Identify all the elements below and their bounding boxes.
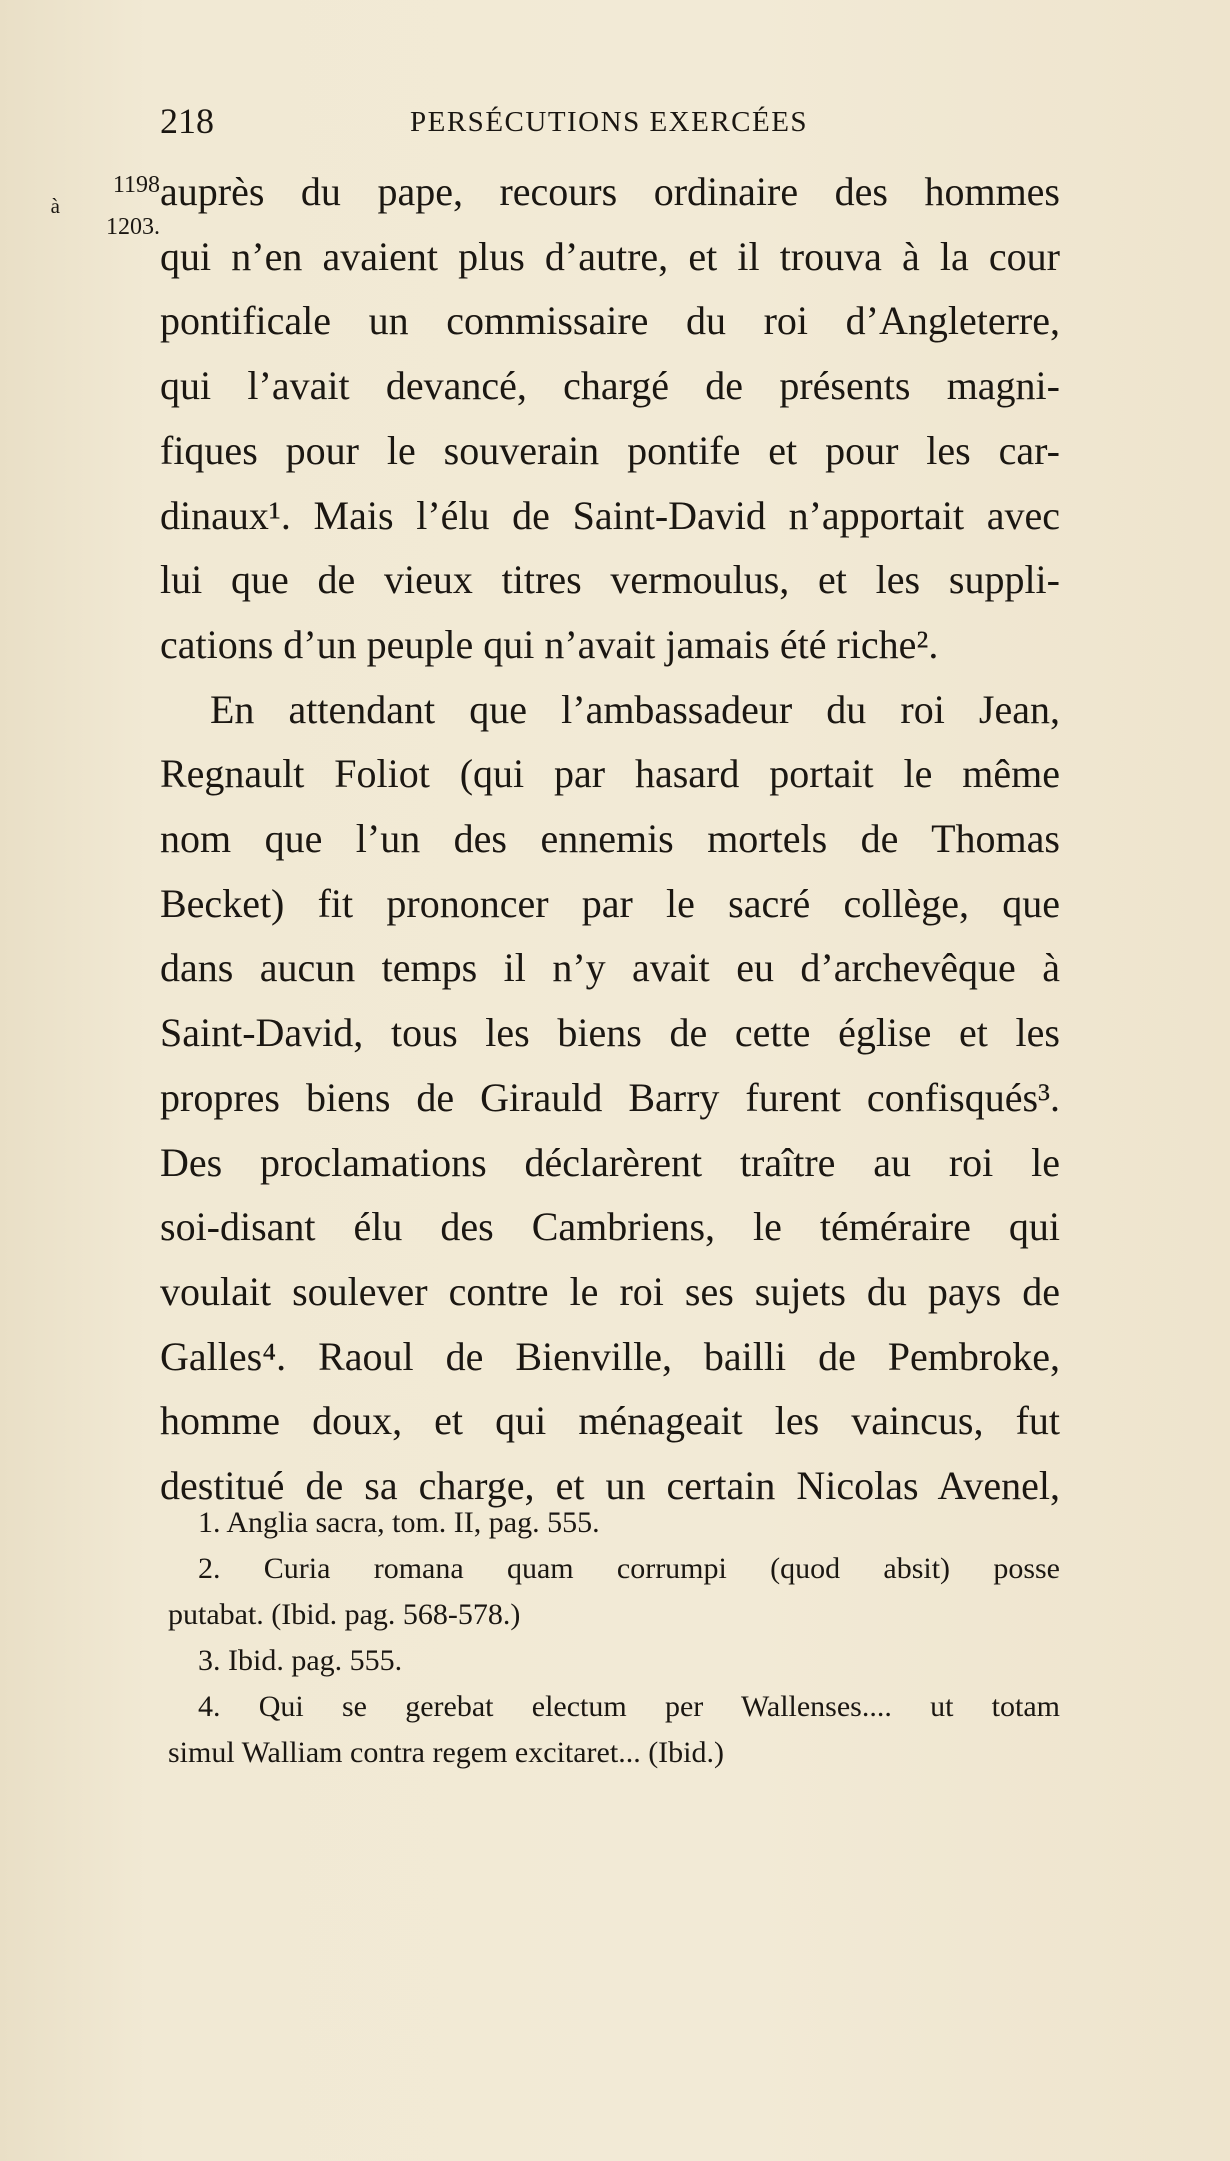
body-text xyxy=(160,160,1060,1519)
footnote: 2. Curia romana quam corrumpi (quod absit) posse xyxy=(198,1552,1060,1585)
body-line: qui l’avait devancé, chargé de présents magni- xyxy=(160,363,1060,409)
page-header xyxy=(160,100,890,150)
body-line: lui que de vieux titres vermoulus, et les suppli- xyxy=(160,557,1060,603)
margin-date-range xyxy=(10,172,160,240)
body-line: cations d’un peuple qui n’avait jamais été riche². xyxy=(160,621,939,667)
body-line: Regnault Foliot (qui par hasard portait le même xyxy=(160,751,1060,797)
body-line: qui n’en avaient plus d’autre, et il trouva à la cour xyxy=(160,233,1060,279)
body-line: Galles⁴. Raoul de Bienville, bailli de Pembroke, xyxy=(160,1333,1060,1379)
body-line: Des proclamations déclarèrent traître au roi le xyxy=(160,1139,1060,1185)
body-line: homme doux, et qui ménageait les vaincus, fut xyxy=(160,1398,1060,1444)
margin-connector: à xyxy=(50,194,60,218)
footnote: 3. Ibid. pag. 555. xyxy=(198,1644,403,1677)
body-line: destitué de sa charge, et un certain Nicolas Avenel, xyxy=(160,1463,1060,1509)
body-line: fiques pour le souverain pontife et pour les car- xyxy=(160,427,1060,473)
body-line: auprès du pape, recours ordinaire des hommes xyxy=(160,169,1060,214)
body-line: voulait soulever contre le roi ses sujets du pays de xyxy=(160,1268,1060,1314)
footnotes xyxy=(168,1500,1060,1776)
footnote: putabat. (Ibid. pag. 568-578.) xyxy=(168,1598,521,1631)
body-line: pontificale un commissaire du roi d’Angleterre, xyxy=(160,298,1060,344)
margin-year-start: 1198 xyxy=(112,172,160,198)
footnote: simul Walliam contra regem excitaret... (Ibid.) xyxy=(168,1736,724,1769)
running-title: PERSÉCUTIONS EXERCÉES xyxy=(410,106,809,138)
body-line: Becket) fit prononcer par le sacré collège, que xyxy=(160,880,1060,926)
body-line: En attendant que l’ambassadeur du roi Jean, xyxy=(210,686,1060,732)
footnote: 1. Anglia sacra, tom. II, pag. 555. xyxy=(198,1506,600,1539)
margin-year-end: 1203. xyxy=(106,214,160,240)
body-line: dans aucun temps il n’y avait eu d’archevêque à xyxy=(160,945,1060,991)
page-number: 218 xyxy=(160,101,214,141)
footnote: 4. Qui se gerebat electum per Wallenses.... ut totam xyxy=(198,1690,1060,1723)
body-line: dinaux¹. Mais l’élu de Saint-David n’apportait avec xyxy=(160,492,1060,538)
body-line: soi-disant élu des Cambriens, le téméraire qui xyxy=(160,1204,1060,1250)
body-line: Saint-David, tous les biens de cette église et les xyxy=(160,1010,1060,1056)
body-line: nom que l’un des ennemis mortels de Thomas xyxy=(160,816,1060,862)
body-line: propres biens de Girauld Barry furent confisqués³. xyxy=(160,1074,1060,1120)
